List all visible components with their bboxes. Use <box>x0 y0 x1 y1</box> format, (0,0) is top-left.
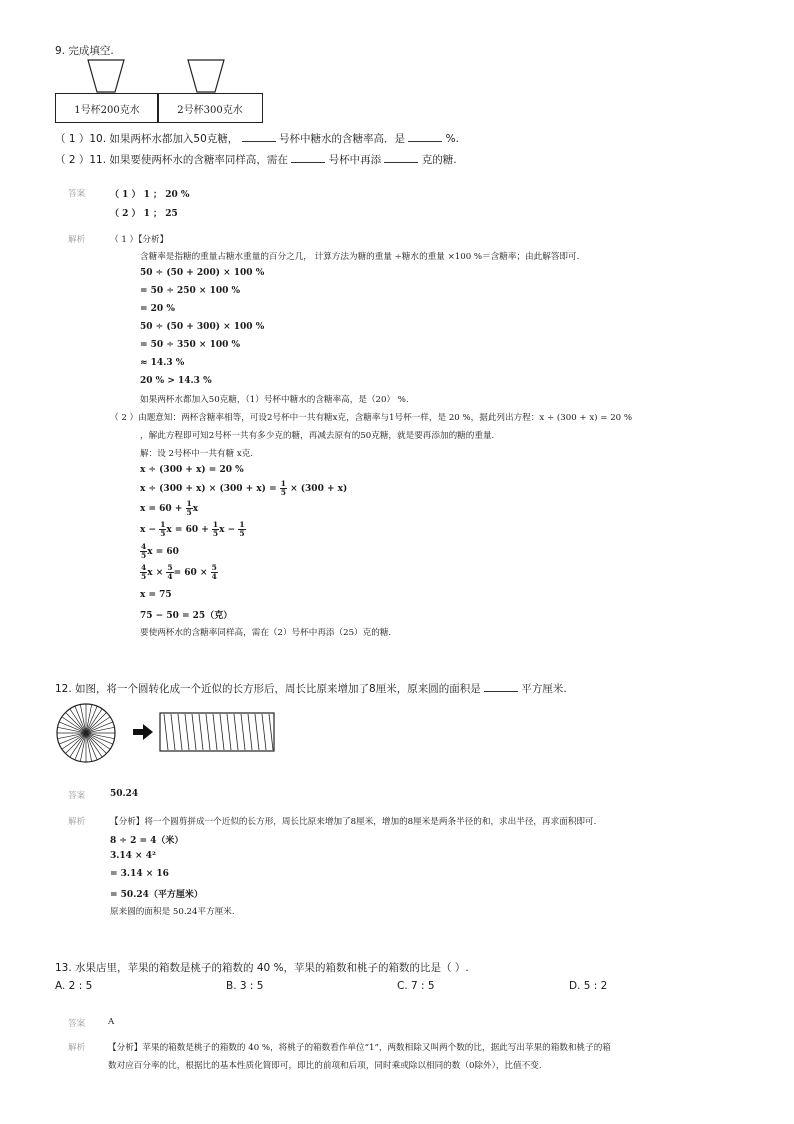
eq-text: x = 60 + <box>140 504 183 514</box>
fraction: $\frac{5}{4}$ <box>167 563 173 581</box>
eq-text: = 60 × <box>173 568 208 578</box>
q13-option-b[interactable]: B. 3 : 5 <box>226 980 264 992</box>
arrow-icon <box>133 724 153 740</box>
q9-a1-line: 如果两杯水都加入50克糖，（1）号杯中糖水的含糖率高，是（20） %. <box>140 395 409 405</box>
q9-a1-head: （ 1 ）【分析】 <box>110 235 169 245</box>
fraction: $\frac{1}{5}$ <box>160 520 166 538</box>
eq-text: x = 60 <box>147 547 179 557</box>
q9-a2-eq1 <box>140 480 347 497</box>
eq-text: x ÷ (300 + x) × (300 + x) = <box>140 484 277 494</box>
q12-title <box>55 681 567 696</box>
q9-a1-line: ≈ 14.3 % <box>140 358 185 368</box>
q12-analysis-label: 解析 <box>68 817 86 827</box>
fraction: $\frac{4}{5}$ <box>141 542 147 560</box>
q13-title: 13. 水果店里，苹果的箱数是桃子的箱数的 40 %，苹果的箱数和桃子的箱数的比是（ ）. <box>55 962 469 974</box>
cup-1-shape <box>88 60 124 92</box>
fraction: $\frac{1}{5}$ <box>239 520 245 538</box>
q9-a1-line: = 20 % <box>140 304 175 314</box>
q12-line: = 3.14 × 16 <box>110 869 169 879</box>
q9-a1-line: = 50 ÷ 250 × 100 % <box>140 286 241 296</box>
q9-a2-tail: x = 75 <box>140 590 172 600</box>
q12-line: 8 ÷ 2 = 4（米） <box>110 836 184 846</box>
q9-a2-eq3 <box>140 521 246 538</box>
q9-a2-tail: 75 − 50 = 25（克） <box>140 611 233 621</box>
q9-a2-eq2 <box>140 500 198 517</box>
q9-a1-line: 含糖率是指糖的重量占糖水重量的百分之几， 计算方法为糖的重量 ÷糖水的重量 ×100 %＝含糖率；由此解答即可. <box>140 252 580 262</box>
q9-a1-line: 50 ÷ (50 + 200) × 100 % <box>140 268 265 278</box>
q9-a1-line: 50 ÷ (50 + 300) × 100 % <box>140 322 265 332</box>
q9-answer-label: 答案 <box>68 189 86 199</box>
q13-line: 【分析】苹果的箱数是桃子的箱数的 40 %，将桃子的箱数看作单位“1”，两数相除又叫两个数的比，据此写出苹果的箱数和桃子的箱 <box>108 1043 611 1053</box>
circle-rectangle-figure <box>55 702 285 766</box>
q9-a1-line: = 50 ÷ 350 × 100 % <box>140 340 241 350</box>
q13-answer: A <box>108 1017 115 1027</box>
q13-option-d[interactable]: D. 5 : 2 <box>569 980 608 992</box>
q12-line: = 50.24（平方厘米） <box>110 890 203 900</box>
q13-answer-label: 答案 <box>68 1019 86 1029</box>
circle-sectors-shape <box>57 704 115 762</box>
blank <box>484 682 518 692</box>
q9-sub2-mid: 号杯中再添 <box>328 154 382 166</box>
q9-analysis-label: 解析 <box>68 235 86 245</box>
q9-a2-line: ，解此方程即可知2号杯一共有多少克的糖，再减去原有的50克糖，就是要再添加的糖的重量. <box>140 431 495 441</box>
q12-answer: 50.24 <box>110 789 139 799</box>
q9-a2-eq5 <box>140 564 218 581</box>
blank <box>291 153 325 163</box>
blank <box>408 132 442 142</box>
q9-sub1-mid: 号杯中糖水的含糖率高．是 <box>278 133 405 145</box>
q9-answer-1: （ 1 ） 1 ； 20 % <box>110 190 190 200</box>
q9-a2-line: x ÷ (300 + x) = 20 % <box>140 465 244 475</box>
q12-line: 原来圆的面积是 50.24平方厘米. <box>110 907 235 917</box>
q9-a2-head: （ 2 ）由题意知：两杯含糖率相等，可设2号杯中一共有糖x克，含糖率与1号杯一样，是 20 %，据此列出方程：x ÷ (300 + x) = 20 % <box>110 413 633 423</box>
cup-1-label: 1号杯200克水 <box>74 105 140 116</box>
eq-text: x = 60 + <box>166 525 209 535</box>
q9-sub1 <box>55 131 459 146</box>
q13-option-c[interactable]: C. 7 : 5 <box>397 980 435 992</box>
fraction: $\frac{1}{5}$ <box>212 520 219 538</box>
blank <box>242 132 276 142</box>
rectangle-strips-shape <box>160 713 274 751</box>
cup-2-shape <box>188 60 224 92</box>
q9-a2-tail: 要使两杯水的含糖率同样高，需在（2）号杯中再添（25）克的糖. <box>140 628 392 638</box>
q12-line: 【分析】将一个圆剪拼成一个近似的长方形，周长比原来增加了8厘米，增加的8厘米是两条半径的和，求出半径，再求面积即可. <box>110 817 597 827</box>
q9-title: 9. 完成填空. <box>55 45 114 57</box>
q9-sub2-end: 克的糖. <box>421 154 457 166</box>
q12-answer-label: 答案 <box>68 791 86 801</box>
q9-answer-2: （ 2 ） 1 ； 25 <box>110 209 178 219</box>
eq-text: x × <box>147 568 164 578</box>
blank <box>384 153 418 163</box>
cups-figure <box>84 58 264 94</box>
q9-a2-eq4 <box>140 543 179 560</box>
q13-line: 数对应百分率的比，根据比的基本性质化简即可，即比的前项和后项，同时乘或除以相同的数（0除外），比值不变. <box>108 1061 542 1071</box>
q9-sub2 <box>55 152 457 167</box>
eq-text: x − <box>219 525 236 535</box>
q12-title-pre: 12. 如图，将一个圆转化成一个近似的长方形后，周长比原来增加了8厘米，原来圆的面积是 <box>55 683 481 695</box>
q9-sub1-end: %. <box>445 133 459 145</box>
q9-sub1-pre: （ 1 ）10. 如果两杯水都加入50克糖， <box>55 133 239 145</box>
cup-1-box <box>55 93 159 123</box>
fraction: $\frac{1}{5}$ <box>186 499 192 517</box>
cup-2-box <box>157 93 263 123</box>
q9-sub2-pre: （ 2 ）11. 如果要使两杯水的含糖率同样高，需在 <box>55 154 288 166</box>
q12-title-end: 平方厘米. <box>521 683 567 695</box>
eq-text: x − <box>140 525 157 535</box>
q13-option-a[interactable]: A. 2 : 5 <box>55 980 93 992</box>
q13-analysis-label: 解析 <box>68 1043 86 1053</box>
q9-a2-line: 解：设 2号杯中一共有糖 x克. <box>140 449 254 459</box>
q12-line: 3.14 × 4² <box>110 851 156 861</box>
eq-text: x <box>192 504 199 514</box>
eq-text: × (300 + x) <box>290 484 348 494</box>
cup-2-label: 2号杯300克水 <box>177 105 243 116</box>
fraction: $\frac{4}{5}$ <box>141 563 147 581</box>
fraction: $\frac{1}{5}$ <box>280 479 286 497</box>
q9-a1-line: 20 % > 14.3 % <box>140 376 212 386</box>
fraction: $\frac{5}{4}$ <box>211 563 217 581</box>
